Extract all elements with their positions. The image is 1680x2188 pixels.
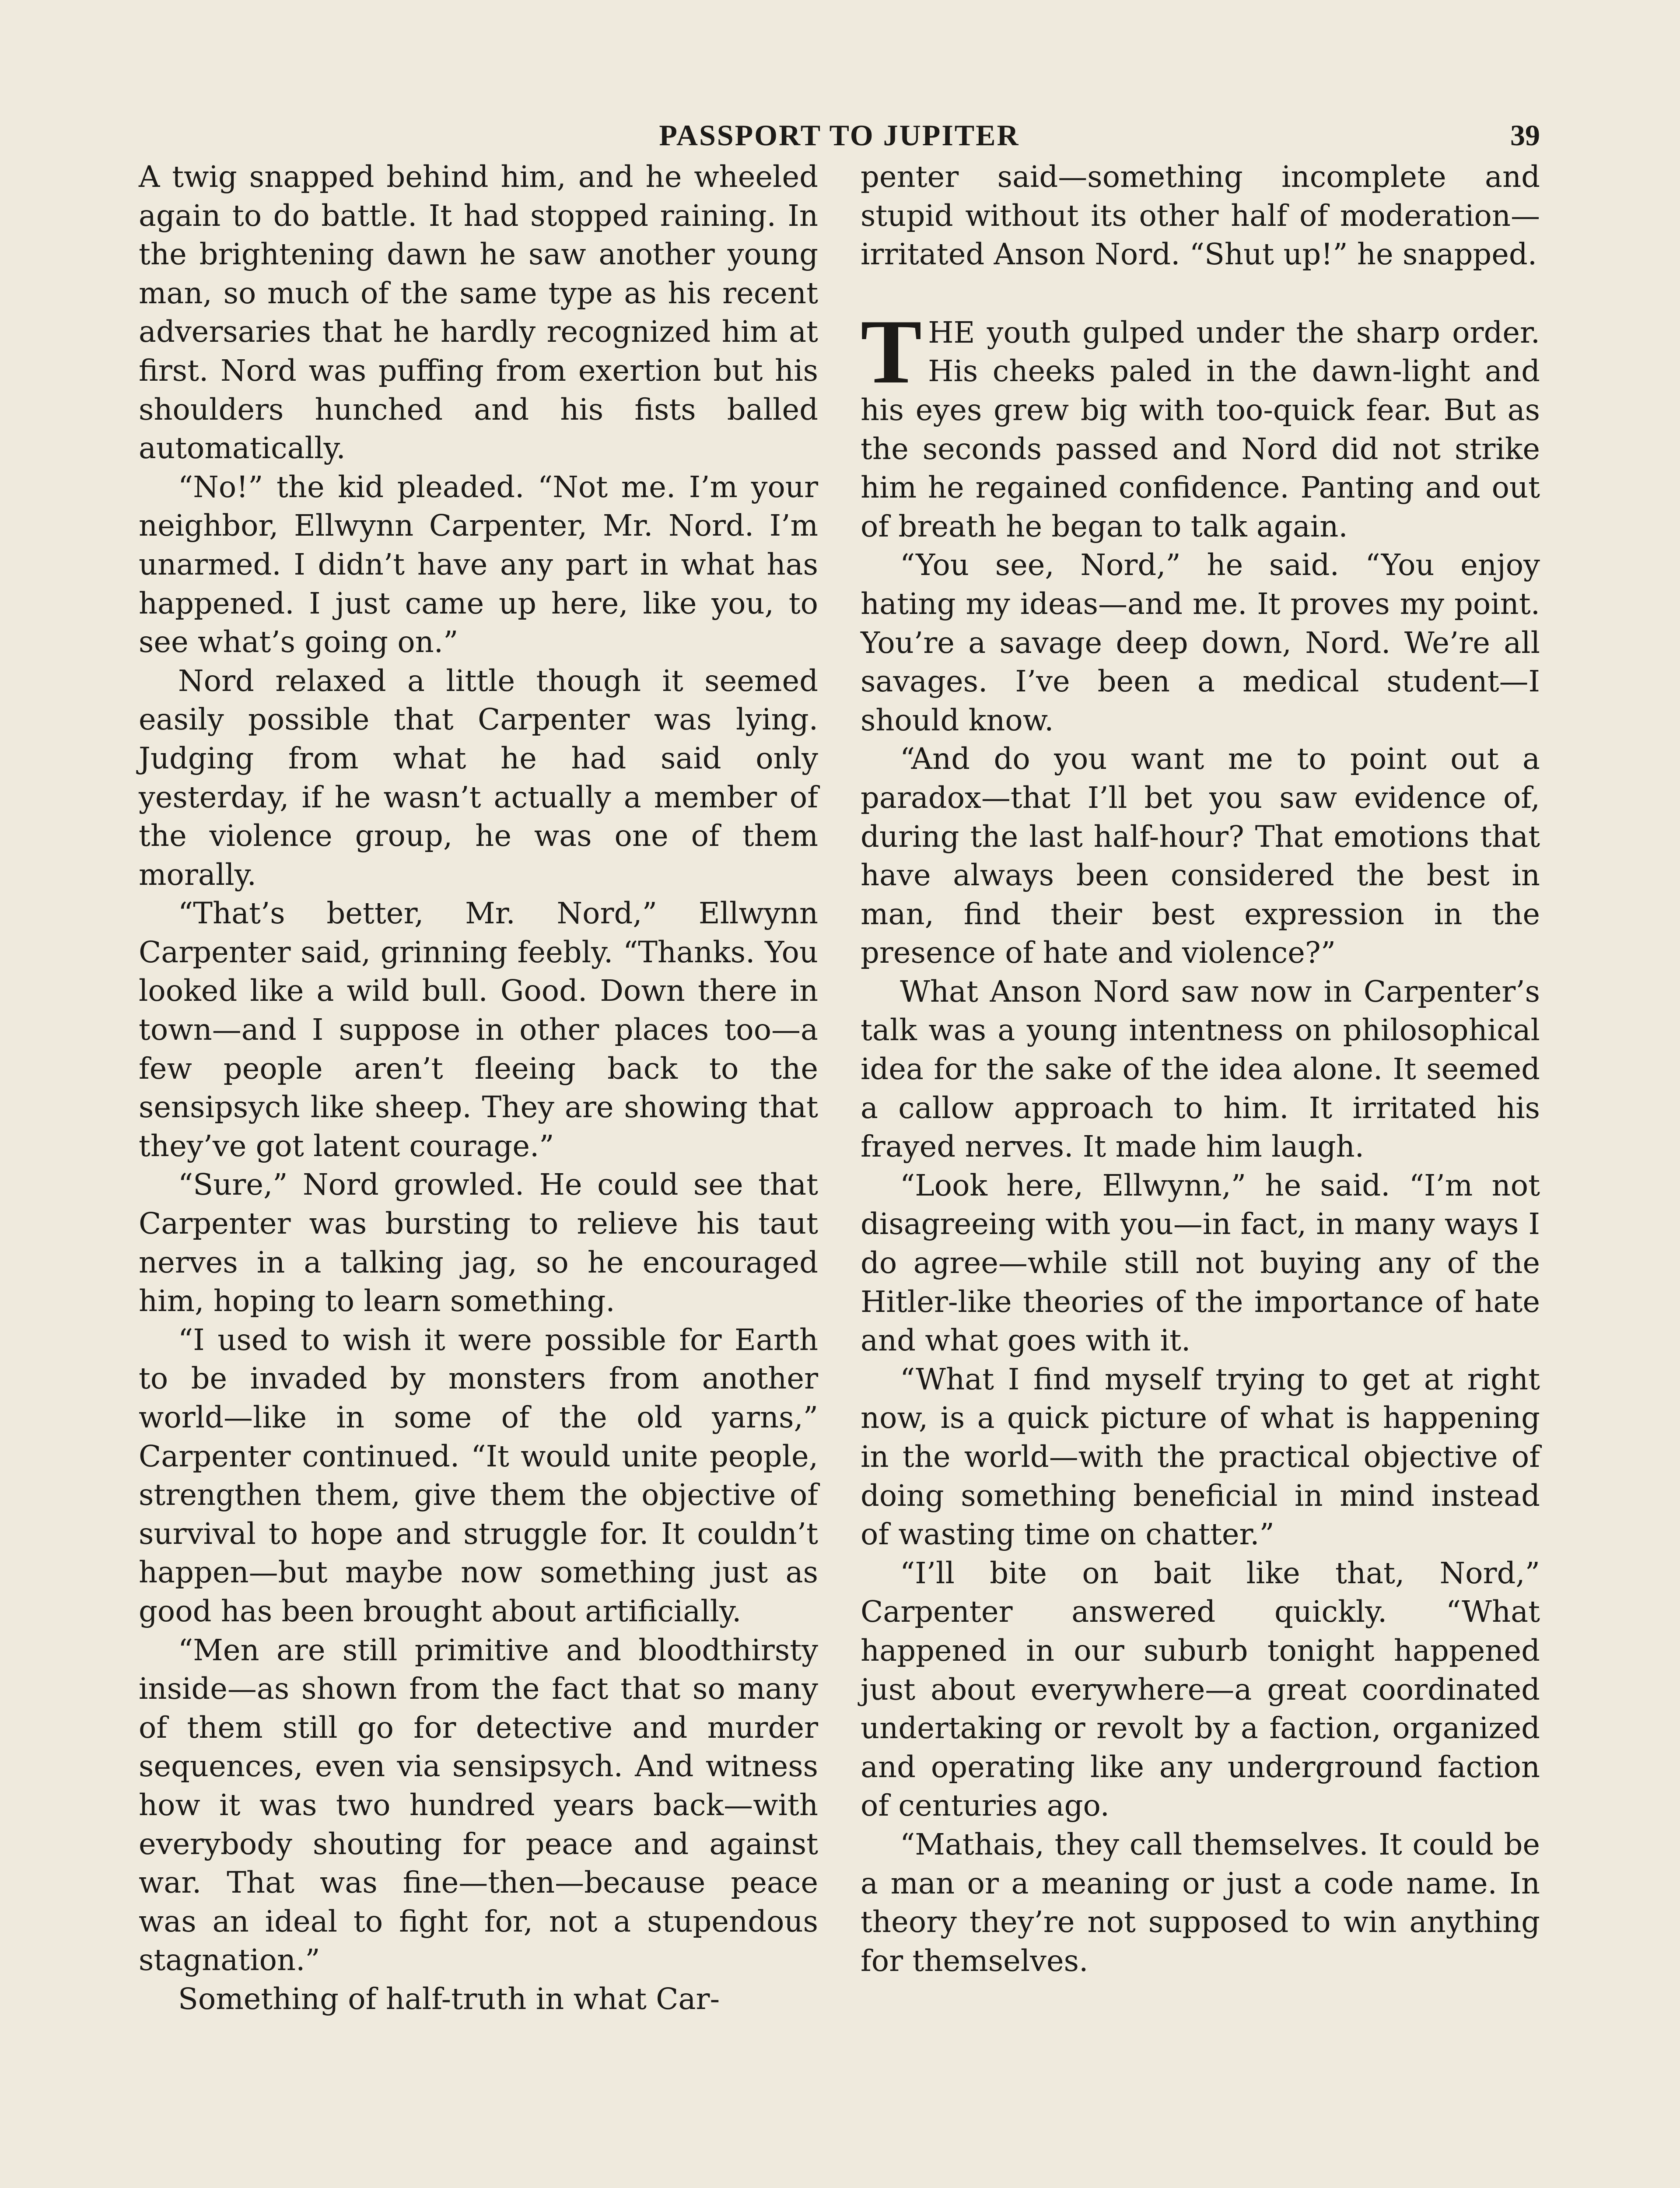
running-header xyxy=(139,115,1540,156)
right-column xyxy=(861,158,1540,2188)
paragraph: “You see, Nord,” he said. “You enjoy hating my ideas—and me. It proves my point. You’re a savage deep down, Nord. We’re all savages. I’ve been a medical student—I should know. xyxy=(861,548,1540,737)
paragraph: “Mathais, they call themselves. It could be a man or a meaning or just a code name. In theory they’re not supposed to win anything for themselves. xyxy=(861,1827,1540,1978)
paragraph: “I used to wish it were possible for Earth to be invaded by monsters from another world—like in some of the old yarns,” Carpenter continued. “It would unite people, strengthen them, give them the objective of survival to hope and struggle for. It couldn’t happen—but maybe now something just as good has been brought about artificially. xyxy=(139,1322,818,1628)
left-column xyxy=(139,158,818,2188)
section-opening-text: HE youth gulped under the sharp order. His cheeks paled in the dawn-light and his eyes grew big with too-quick fear. But as the seconds passed and Nord did not strike him he regained confidence. Panting and out of breath he began to talk again. xyxy=(861,315,1540,543)
drop-cap: T xyxy=(861,301,922,403)
paragraph: “Sure,” Nord growled. He could see that Carpenter was bursting to relieve his taut nerves in a talking jag, so he encouraged him, hoping to learn something. xyxy=(139,1168,818,1318)
paragraph: “Men are still primitive and bloodthirsty inside—as shown from the fact that so many of them still go for detective and murder sequences, even via sensipsych. And witness how it was two hundred years back—with everybody shouting for peace and against war. That was fine—then—because peace was an ideal to fight for, not a stupendous stagnation.” xyxy=(139,1633,818,1978)
paragraph: Something of half-truth in what Car- xyxy=(178,1981,720,2016)
section-opening-paragraph xyxy=(861,301,1540,546)
paragraph: What Anson Nord saw now in Carpenter’s talk was a young intentness on philosophical idea for the sake of the idea alone. It seemed a callow approach to him. It irritated his frayed nerves. It made him laugh. xyxy=(861,974,1540,1164)
page-number: 39 xyxy=(1510,119,1540,152)
paragraph: A twig snapped behind him, and he wheeled again to do battle. It had stopped raining. In the brightening dawn he saw another young man, so much of the same type as his recent adversaries that he hardly recognized him at first. Nord was puffing from exertion but his shoulders hunched and his fists balled automatically. xyxy=(139,160,818,466)
paragraph: “Look here, Ellwynn,” he said. “I’m not disagreeing with you—in fact, in many ways I do agree—while still not buying any of the Hitler-like theories of the importance of hate and what goes with it. xyxy=(861,1168,1540,1358)
paragraph: “That’s better, Mr. Nord,” Ellwynn Carpenter said, grinning feebly. “Thanks. You looked like a wild bull. Good. Down there in town—and I suppose in other places too—a few people aren’t fleeing back to the sensipsych like sheep. They are showing that they’ve got latent courage.” xyxy=(139,896,818,1163)
paragraph: Nord relaxed a little though it seemed easily possible that Carpenter was lying. Judging from what he had said only yesterday, if he wasn’t actually a member of the violence group, he was one of them morally. xyxy=(139,663,818,892)
paragraph: “I’ll bite on bait like that, Nord,” Carpenter answered quickly. “What happened in our suburb tonight happened just about everywhere—a great coordinated undertaking or revolt by a faction, organized and operating like any underground faction of centuries ago. xyxy=(861,1556,1540,1823)
continued-paragraph: penter said—something incomplete and stupid without its other half of moderation—irritated Anson Nord. “Shut up!” he snapped. xyxy=(861,160,1540,272)
story-title: PASSPORT TO JUPITER xyxy=(659,119,1020,152)
paragraph: “What I find myself trying to get at right now, is a quick picture of what is happening in the world—with the practical objective of doing something beneficial in mind instead of wasting time on chatter.” xyxy=(861,1362,1540,1552)
paragraph: “No!” the kid pleaded. “Not me. I’m your neighbor, Ellwynn Carpenter, Mr. Nord. I’m unarmed. I didn’t have any part in what has happened. I just came up here, like you, to see what’s going on.” xyxy=(139,470,818,659)
paragraph: “And do you want me to point out a paradox—that I’ll bet you saw evidence of, during the last half-hour? That emotions that have always been considered the best in man, find their best expression in the presence of hate and violence?” xyxy=(861,742,1540,970)
